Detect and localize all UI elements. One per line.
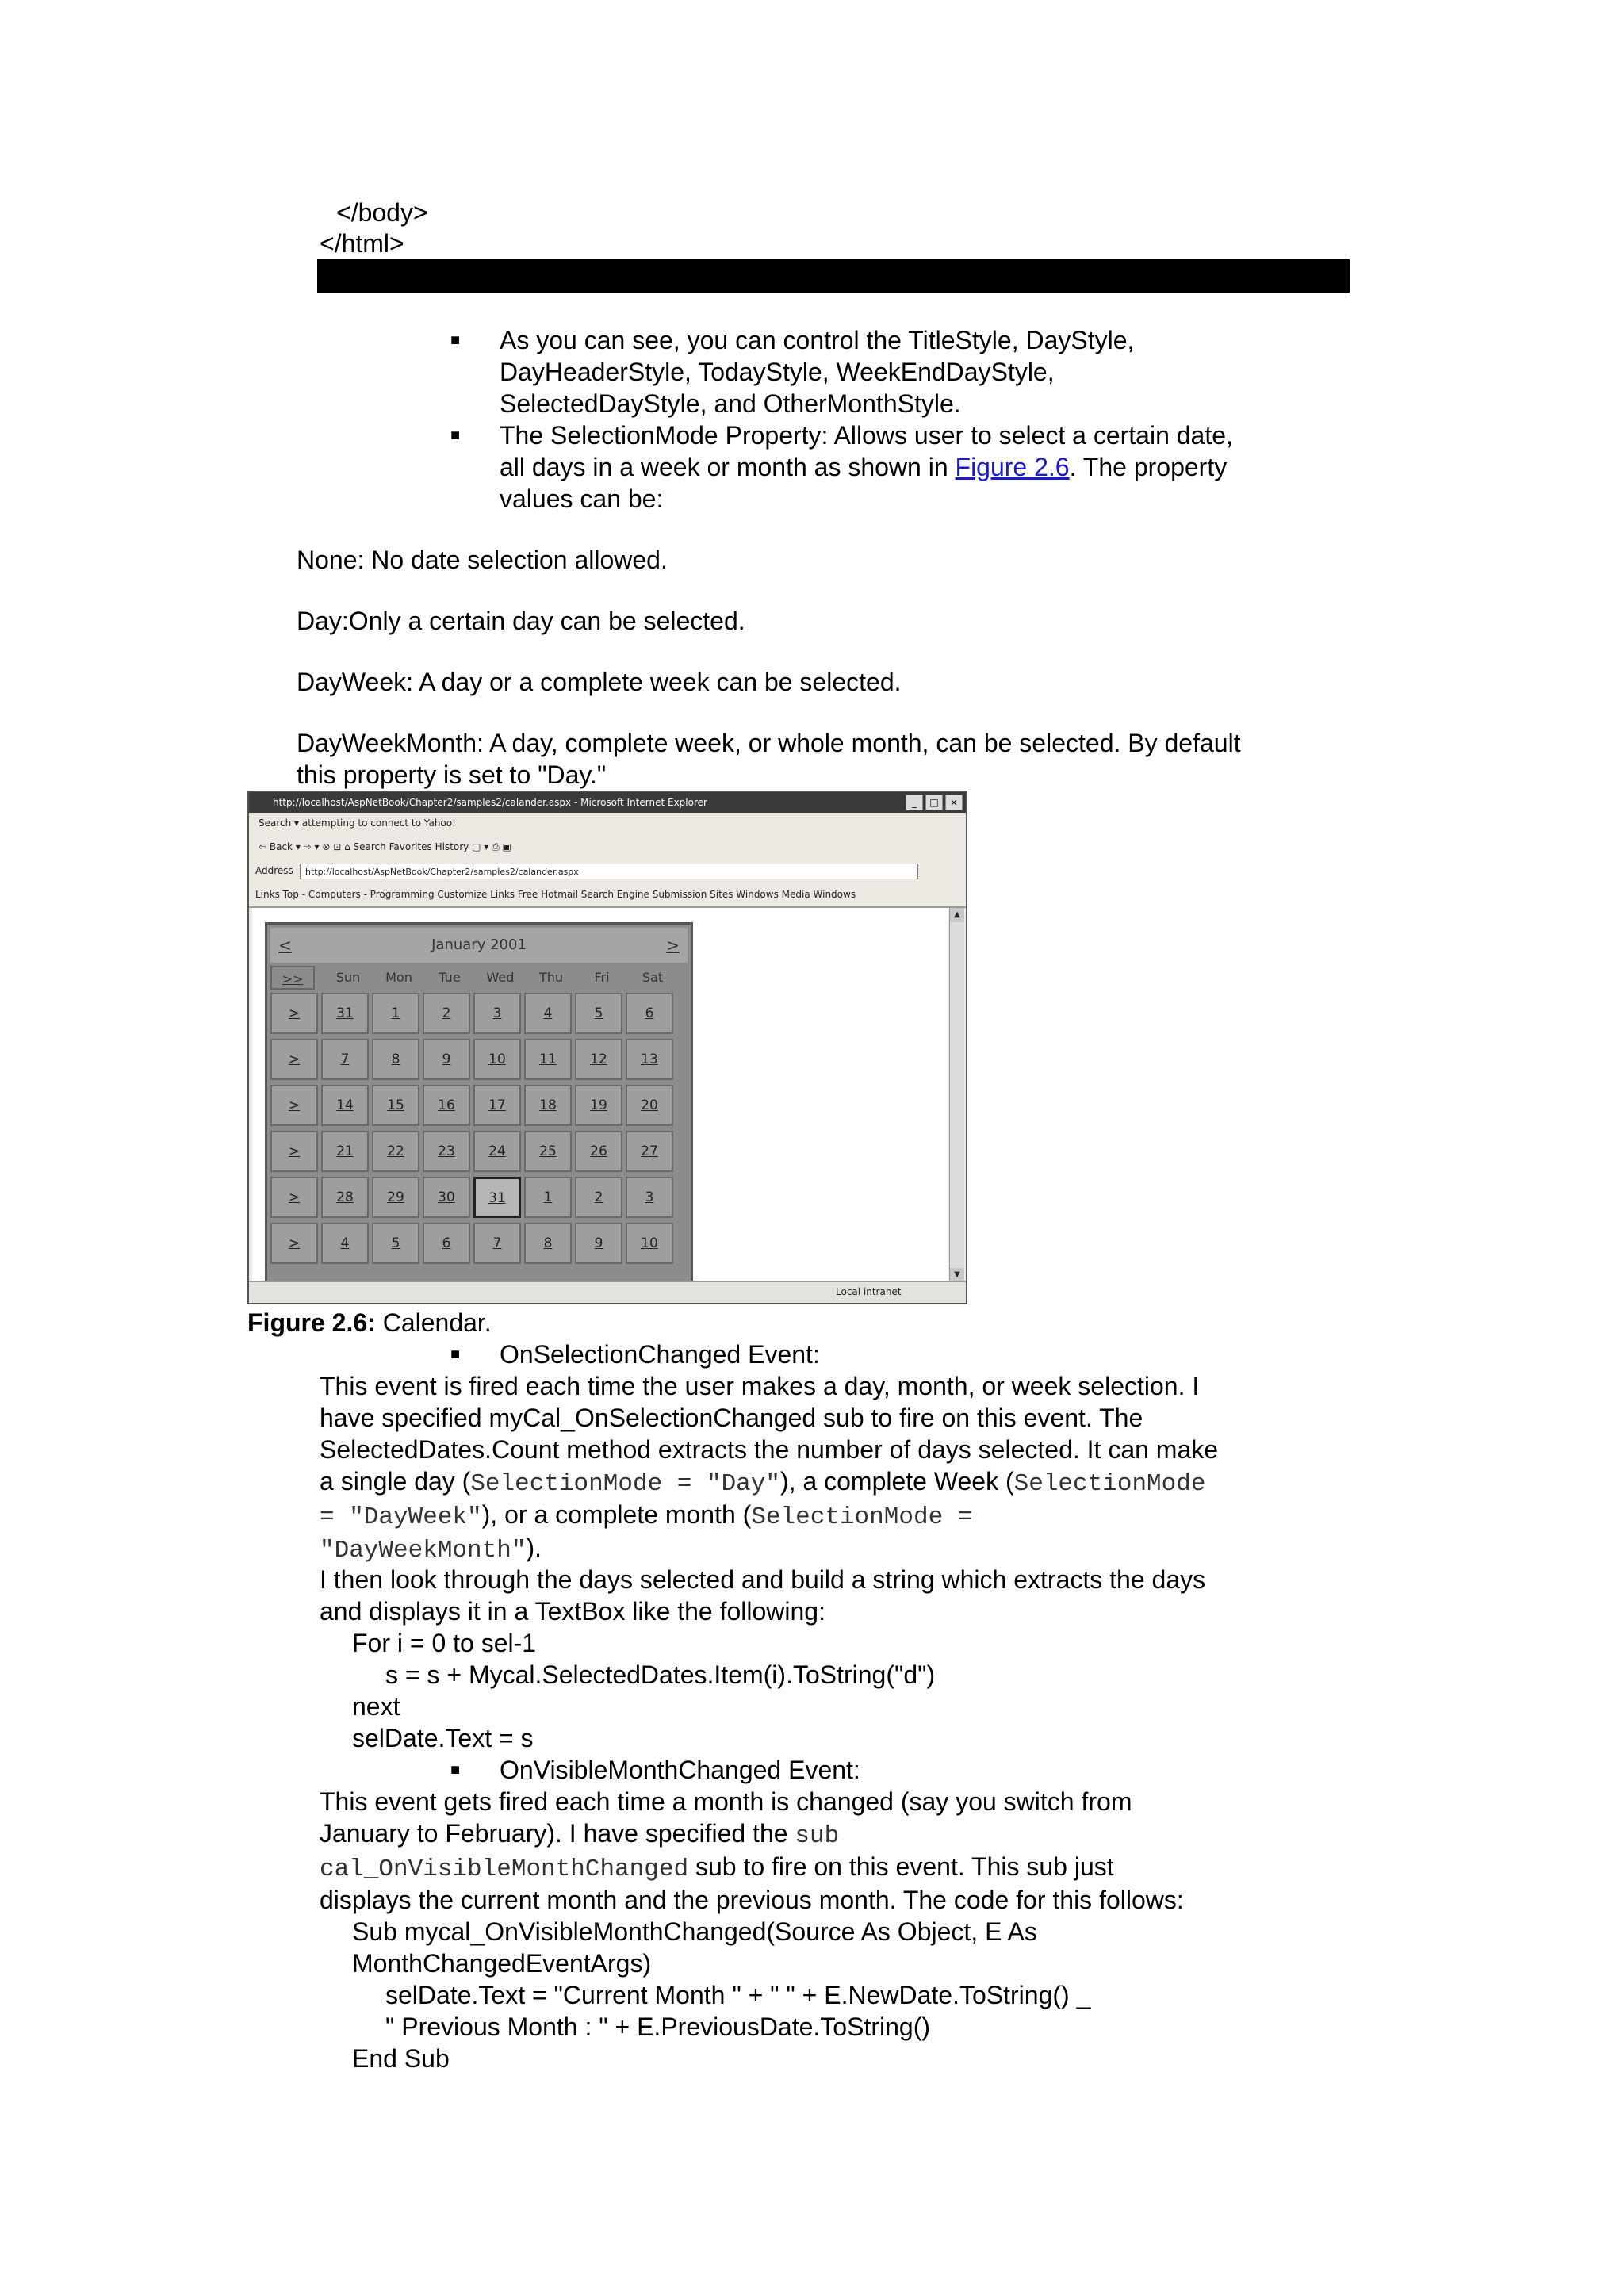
code-block-divider [317, 259, 1350, 293]
calendar-day-cell[interactable]: 17 [473, 1085, 521, 1126]
week-select-link[interactable]: > [270, 1039, 318, 1080]
calendar-day-cell[interactable]: 16 [423, 1085, 470, 1126]
vertical-scrollbar[interactable] [949, 908, 964, 1282]
address-bar [249, 860, 966, 884]
bullet-text: DayHeaderStyle, TodayStyle, WeekEndDayStyle, [500, 358, 1055, 386]
mode-dayweek: DayWeek: A day or a complete week can be selected. [297, 668, 902, 696]
scroll-up-icon[interactable]: ▲ [950, 908, 964, 922]
week-select-link[interactable]: > [270, 1085, 318, 1126]
week-select-link[interactable]: > [270, 1223, 318, 1264]
page-viewport [252, 908, 948, 1282]
body-line: displays the current month and the previous month. The code for this follows: [320, 1886, 1184, 1914]
calendar-day-cell[interactable]: 30 [423, 1177, 470, 1218]
bullet-text: SelectedDayStyle, and OtherMonthStyle. [500, 389, 961, 418]
calendar-day-cell[interactable]: 31 [473, 1177, 521, 1218]
section-heading: OnSelectionChanged Event: [500, 1340, 820, 1369]
calendar-day-cell[interactable]: 24 [473, 1131, 521, 1172]
links-bar: Links Top - Computers - Programming Customize Links Free Hotmail Search Engine Submission Sites Windows Media Windows [249, 884, 966, 908]
calendar-day-cell[interactable]: 8 [524, 1223, 572, 1264]
calendar-day-cell[interactable]: 15 [372, 1085, 419, 1126]
code-line: MonthChangedEventArgs) [352, 1949, 652, 1978]
navigation-toolbar: ⇦ Back ▾ ⇨ ▾ ⊗ ⊡ ⌂ Search Favorites History ▢ ▾ ⎙ ▣ [259, 841, 511, 852]
calendar-day-cell[interactable]: 10 [473, 1039, 521, 1080]
calendar-day-cell[interactable]: 11 [524, 1039, 572, 1080]
bullet-icon: ■ [450, 1761, 461, 1779]
calendar-day-cell[interactable]: 9 [575, 1223, 622, 1264]
day-header: Thu [538, 970, 564, 985]
calendar-day-cell[interactable]: 26 [575, 1131, 622, 1172]
body-line: This event gets fired each time a month is changed (say you switch from [320, 1787, 1132, 1816]
calendar-day-cell[interactable]: 12 [575, 1039, 622, 1080]
body-line: and displays it in a TextBox like the following: [320, 1597, 825, 1626]
status-zone: Local intranet [836, 1286, 902, 1297]
close-icon[interactable]: × [945, 795, 963, 810]
calendar-day-cell[interactable]: 2 [423, 993, 470, 1034]
calendar-day-cell[interactable]: 28 [321, 1177, 369, 1218]
body-line: I then look through the days selected and build a string which extracts the days [320, 1565, 1206, 1594]
bullet-text: all days in a week or month as shown in Figure 2.6. The property [500, 453, 1228, 481]
bullet-icon: ■ [450, 427, 461, 444]
day-header: Fri [594, 970, 610, 985]
day-header: Wed [486, 970, 515, 985]
code-line: For i = 0 to sel-1 [352, 1629, 537, 1657]
body-line: January to February). I have specified the sub [320, 1819, 840, 1850]
calendar-day-cell[interactable]: 14 [321, 1085, 369, 1126]
select-month-link[interactable]: >> [270, 966, 315, 990]
calendar-day-cell[interactable]: 3 [473, 993, 521, 1034]
browser-screenshot [247, 791, 967, 1304]
calendar-day-cell[interactable]: 13 [626, 1039, 673, 1080]
mode-none: None: No date selection allowed. [297, 546, 668, 574]
calendar-day-cell[interactable]: 18 [524, 1085, 572, 1126]
calendar-day-cell[interactable]: 3 [626, 1177, 673, 1218]
calendar-day-cell[interactable]: 4 [321, 1223, 369, 1264]
mode-dayweekmonth: DayWeekMonth: A day, complete week, or whole month, can be selected. By default [297, 729, 1241, 757]
day-header: Tue [439, 970, 461, 985]
section-heading: OnVisibleMonthChanged Event: [500, 1756, 860, 1784]
body-line: SelectedDates.Count method extracts the number of days selected. It can make [320, 1435, 1219, 1464]
calendar-day-cell[interactable]: 25 [524, 1131, 572, 1172]
calendar-day-cell[interactable]: 20 [626, 1085, 673, 1126]
bullet-text: The SelectionMode Property: Allows user to select a certain date, [500, 421, 1233, 450]
calendar-day-cell[interactable]: 10 [626, 1223, 673, 1264]
week-select-link[interactable]: > [270, 1177, 318, 1218]
code-line: </body> [336, 198, 428, 227]
calendar-day-cell[interactable]: 1 [372, 993, 419, 1034]
scroll-down-icon[interactable]: ▼ [950, 1268, 964, 1282]
calendar-day-cell[interactable]: 23 [423, 1131, 470, 1172]
code-line: </html> [320, 229, 404, 258]
calendar-day-cell[interactable]: 6 [626, 993, 673, 1034]
day-header: Sun [335, 970, 361, 985]
calendar-day-cell[interactable]: 9 [423, 1039, 470, 1080]
calendar-day-cell[interactable]: 5 [575, 993, 622, 1034]
code-line: End Sub [352, 2044, 450, 2073]
calendar-day-cell[interactable]: 6 [423, 1223, 470, 1264]
calendar-day-cell[interactable]: 2 [575, 1177, 622, 1218]
week-select-link[interactable]: > [270, 1131, 318, 1172]
bullet-text: As you can see, you can control the TitleStyle, DayStyle, [500, 326, 1135, 354]
calendar-day-cell[interactable]: 7 [473, 1223, 521, 1264]
calendar-day-cell[interactable]: 19 [575, 1085, 622, 1126]
minimize-icon[interactable]: _ [906, 795, 923, 810]
body-line: = "DayWeek"), or a complete month (SelectionMode = [320, 1500, 973, 1531]
calendar-day-cell[interactable]: 29 [372, 1177, 419, 1218]
code-line: Sub mycal_OnVisibleMonthChanged(Source As Object, E As [352, 1917, 1037, 1946]
code-line: selDate.Text = s [352, 1724, 534, 1752]
browser-title: http://localhost/AspNetBook/Chapter2/samples2/calander.aspx - Microsoft Internet Explorer [249, 792, 966, 813]
maximize-icon[interactable]: □ [925, 795, 943, 810]
calendar-title-bar [270, 928, 688, 963]
body-line: have specified myCal_OnSelectionChanged sub to fire on this event. The [320, 1404, 1143, 1432]
mode-default-note: this property is set to "Day." [297, 760, 607, 789]
body-line: cal_OnVisibleMonthChanged sub to fire on this event. This sub just [320, 1852, 1114, 1883]
calendar-day-cell[interactable]: 21 [321, 1131, 369, 1172]
bullet-text: values can be: [500, 484, 664, 513]
calendar-day-cell[interactable]: 4 [524, 993, 572, 1034]
day-header: Mon [385, 970, 412, 985]
body-line: "DayWeekMonth"). [320, 1534, 542, 1564]
calendar-day-cell[interactable]: 7 [321, 1039, 369, 1080]
day-header: Sat [642, 970, 664, 985]
bullet-icon: ■ [450, 1346, 461, 1363]
calendar [265, 922, 693, 1287]
prev-month-link[interactable]: < [278, 936, 292, 955]
figure-2-6-link[interactable]: Figure 2.6 [955, 453, 1070, 481]
calendar-title: January 2001 [431, 936, 527, 953]
body-line: This event is fired each time the user makes a day, month, or week selection. I [320, 1372, 1200, 1400]
body-line: a single day (SelectionMode = "Day"), a complete Week (SelectionMode [320, 1467, 1206, 1498]
code-line: s = s + Mycal.SelectedDates.Item(i).ToString("d") [385, 1660, 936, 1689]
address-label: Address [255, 865, 293, 876]
calendar-day-cell[interactable]: 22 [372, 1131, 419, 1172]
calendar-day-cell[interactable]: 5 [372, 1223, 419, 1264]
figure-caption: Figure 2.6: Calendar. [247, 1308, 492, 1337]
calendar-day-cell[interactable]: 8 [372, 1039, 419, 1080]
code-line: selDate.Text = "Current Month " + " " + E.NewDate.ToString() _ [385, 1981, 1091, 2009]
search-toolbar: Search ▾ attempting to connect to Yahoo! [259, 818, 456, 829]
calendar-day-cell[interactable]: 27 [626, 1131, 673, 1172]
status-bar [249, 1281, 966, 1303]
bullet-icon: ■ [450, 331, 461, 349]
window-controls [906, 795, 963, 810]
calendar-day-cell[interactable]: 1 [524, 1177, 572, 1218]
code-line: " Previous Month : " + E.PreviousDate.ToString() [385, 2013, 930, 2041]
mode-day: Day:Only a certain day can be selected. [297, 607, 745, 635]
next-month-link[interactable]: > [666, 936, 680, 955]
code-line: next [352, 1692, 400, 1721]
address-input[interactable]: http://localhost/AspNetBook/Chapter2/samples2/calander.aspx [300, 864, 918, 879]
calendar-day-cell[interactable]: 31 [321, 993, 369, 1034]
week-select-link[interactable]: > [270, 993, 318, 1034]
day-header-row [270, 966, 688, 990]
